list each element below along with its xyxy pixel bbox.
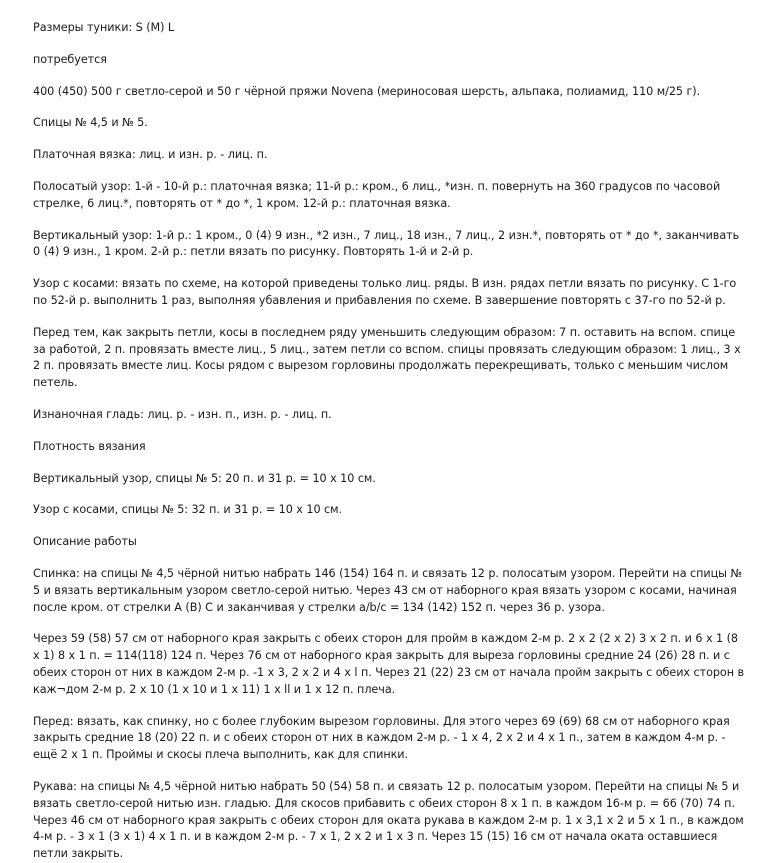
- paragraph-front: Перед: вязать, как спинку, но с более глубоким вырезом горловины. Для этого через 69 (69) 68 см от наборного края закрыть средние 18 (20) 22 п. и с обеих сторон от них в каждом 2-м р. - 1 х 4, 2 х 2 и 4 х 1 п., затем в каждом 4-м р. - ещё 2 х 1 п. Проймы и скосы плеча выполнить, как для спинки.: [33, 714, 730, 762]
- paragraph-back-armholes: Через 59 (58) 57 см от наборного края закрыть с обеих сторон для пройм в каждом 2-м р. 2 х 2 (2 х 2) 3 х 2 п. и 6 х 1 (8 х 1) 8 х 1 п. = 114(118) 124 п. Через 76 см от наборного края закрыть для выреза горловины средние 24 (26) 28 п. и с обеих сторон от них в каждом 2-м р. -1 х 3, 2 х 2 и 4 х l п. Через 21 (22) 23 см от начала пройм закрыть с обеих сторон в кaж¬дом 2-м р. 2 х 10 (1 х 10 и 1 х 11) 1 х ll и 1 х 12 п. плеча.: [33, 632, 745, 696]
- heading-work-description: Описание работы: [33, 535, 137, 549]
- document-body: [33, 20, 745, 863]
- paragraph-cable-decrease: Перед тем, как закрыть петли, косы в последнем ряду уменьшить следующим образом: 7 п. оставить на вспом. спице за работой, 2 п. провязать вместе лиц., 5 лиц., затем петли со вспом. спицы провязать следующим образом: 1 лиц., 3 х 2 п. провязать вместе лиц. Косы рядом с вырезом горловины продолжать перекрещивать, только с меньшим числом петель.: [33, 325, 741, 390]
- paragraph-sleeves: Рукава: на спицы № 4,5 чёрной нитью набрать 50 (54) 58 п. и связать 12 р. полосатым узором. Перейти на спицы № 5 и вязать светло-серой нитью изн. гладью. Для скосов прибавить с обеих сторон 8 х 1 п. в каждом 16-м р. = 66 (70) 74 п. Через 46 см от наборного края закрыть с обеих сторон для оката рукава в каждом 2-м р. 1 х 3,1 х 2 и 5 х 1 п., в каждом 4-м р. - 3 х 1 (3 х 1) 4 х 1 п. и в каждом 2-м р. - 7 х 1, 2 х 2 и 1 х 3 п. Через 15 (15) 16 см от начала оката оставшиеся петли закрыть.: [33, 779, 744, 861]
- paragraph-needles: Спицы № 4,5 и № 5.: [33, 116, 148, 130]
- paragraph-garter-stitch: Платочная вязка: лиц. и изн. р. - лиц. п.: [33, 148, 268, 162]
- paragraph-gauge-cable: Узор с косами, спицы № 5: 32 п. и 31 р. = 10 х 10 см.: [33, 503, 343, 517]
- paragraph-back: Спинка: на спицы № 4,5 чёрной нитью набрать 146 (154) 164 п. и связать 12 р. полосатым узором. Перейти на спицы № 5 и вязать вертикальным узором светло-серой нитью. Через 43 см от наборного края вязать узором с косами, начиная после кром. от стрелки А (В) С и заканчивая у стрелки a/b/c = 134 (142) 152 п. через 36 р. узора.: [33, 566, 743, 614]
- paragraph-yarn: 400 (450) 500 г светло-серой и 50 г чёрной пряжи Novena (мериносовая шерсть, альпака, полиамид, 110 м/25 г).: [33, 84, 701, 98]
- paragraph-reverse-stockinette: Изнаночная гладь: лиц. р. - изн. п., изн. р. - лиц. п.: [33, 407, 332, 421]
- heading-gauge: Плотность вязания: [33, 439, 146, 453]
- paragraph-required: потребуется: [33, 52, 107, 66]
- paragraph-cable-pattern: Узор с косами: вязать по схеме, на которой приведены только лиц. ряды. В изн. рядах петли вязать по рисунку. С 1-го по 52-й р. выполнить 1 раз, выполняя убавления и прибавления по схеме. В завершение повторять с 37-го по 52-й р.: [33, 277, 737, 307]
- paragraph-striped-pattern: Полосатый узор: 1-й - 10-й р.: платочная вязка; 11-й р.: кром., 6 лиц., *изн. п. повернуть на 360 градусов по часовой стрелке, 6 лиц.*, повторять от * до *, 1 кром. 12-й р.: платочная вязка.: [33, 179, 721, 210]
- paragraph-vertical-pattern: Вертикальный узор: 1-й р.: 1 кром., 0 (4) 9 изн., *2 изн., 7 лиц., 18 изн., 7 лиц., 2 изн.*, повторять от * до *, заканчивать 0 (4) 9 изн., 1 кром. 2-й р.: петли вязать по рисунку. Повторять 1-й и 2-й р.: [33, 228, 740, 259]
- paragraph-sizes: Размеры туники: S (M) L: [33, 21, 175, 34]
- paragraph-gauge-vertical: Вертикальный узор, спицы № 5: 20 п. и 31 р. = 10 х 10 см.: [33, 471, 376, 485]
